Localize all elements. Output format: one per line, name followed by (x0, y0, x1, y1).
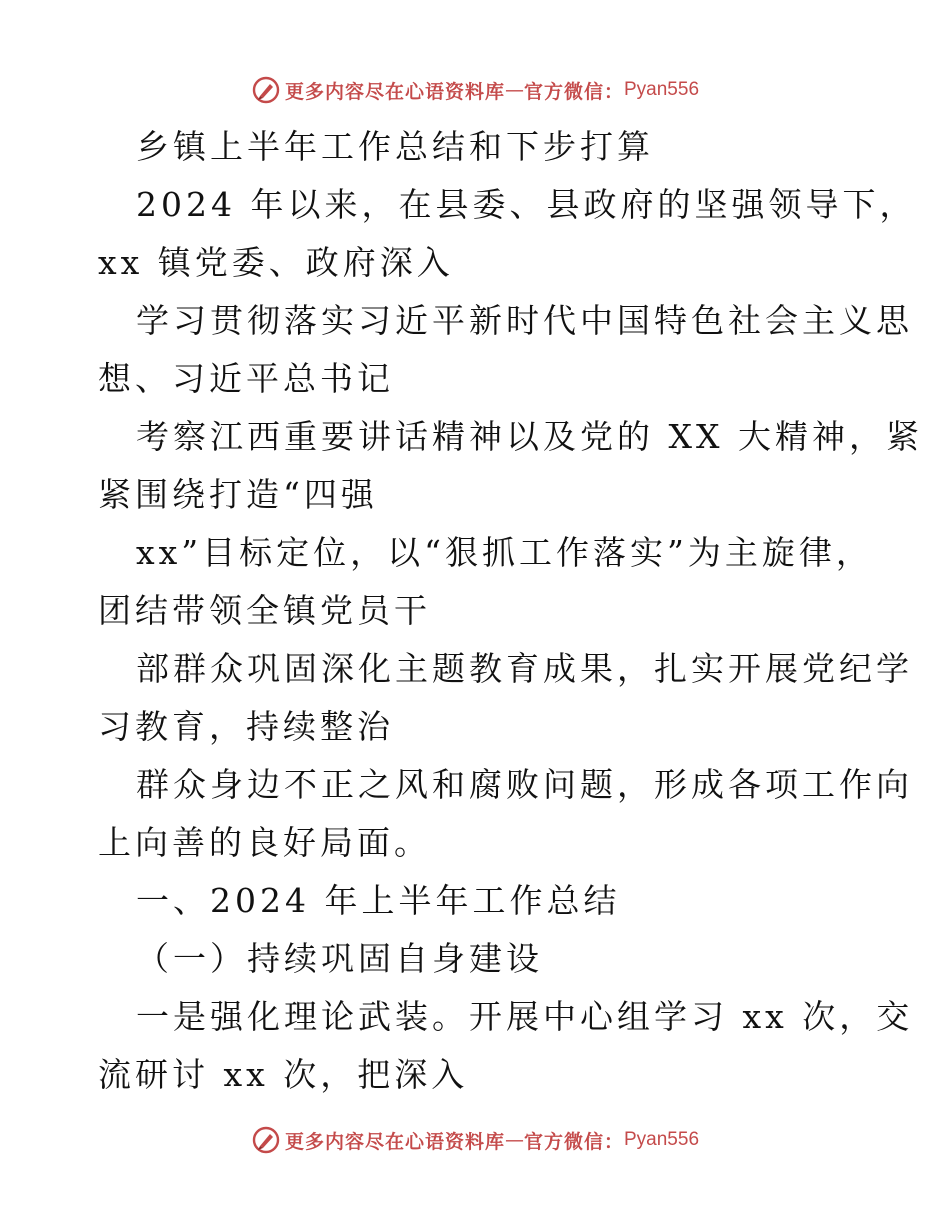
watermark-separator: — (504, 1129, 524, 1151)
document-line: 一、2024 年上半年工作总结 (136, 881, 621, 920)
document-line: 群众身边不正之风和腐败问题，形成各项工作向 (136, 765, 913, 804)
document-line: 2024 年以来，在县委、县政府的坚强领导下， (136, 185, 917, 224)
document-line: 流研讨 xx 次，把深入 (98, 1055, 469, 1094)
header-watermark (0, 70, 950, 110)
watermark-wechat-label: 官方微信： (523, 80, 624, 103)
document-line: （一）持续巩固自身建设 (136, 939, 543, 978)
document-line: 紧围绕打造“四强 (98, 475, 378, 514)
document-line: 学习贯彻落实习近平新时代中国特色社会主义思 (136, 301, 913, 340)
watermark-separator: — (504, 79, 524, 101)
document-line: 考察江西重要讲话精神以及党的 XX 大精神，紧 (136, 417, 923, 456)
watermark-wechat-label: 官方微信： (523, 1130, 624, 1153)
document-line: xx 镇党委、政府深入 (98, 243, 454, 282)
document-line: 团结带领全镇党员干 (98, 591, 431, 630)
document-line: 乡镇上半年工作总结和下步打算 (136, 127, 654, 166)
pen-logo-icon (251, 75, 281, 105)
document-body (98, 118, 923, 1104)
pen-logo-icon (251, 1125, 281, 1155)
footer-watermark (0, 1120, 950, 1160)
watermark-text: 更多内容尽在心语资料库 (284, 1130, 505, 1153)
document-line: 想、习近平总书记 (98, 359, 394, 398)
watermark-wechat-id: Pyan556 (624, 1129, 700, 1150)
document-line: xx”目标定位，以“狠抓工作落实”为主旋律， (136, 533, 873, 572)
watermark-wechat-id: Pyan556 (624, 79, 700, 100)
document-line: 上向善的良好局面。 (98, 823, 431, 862)
document-line: 部群众巩固深化主题教育成果，扎实开展党纪学 (136, 649, 913, 688)
watermark-text: 更多内容尽在心语资料库 (284, 80, 505, 103)
document-line: 习教育，持续整治 (98, 707, 394, 746)
document-line: 一是强化理论武装。开展中心组学习 xx 次，交 (136, 997, 914, 1036)
